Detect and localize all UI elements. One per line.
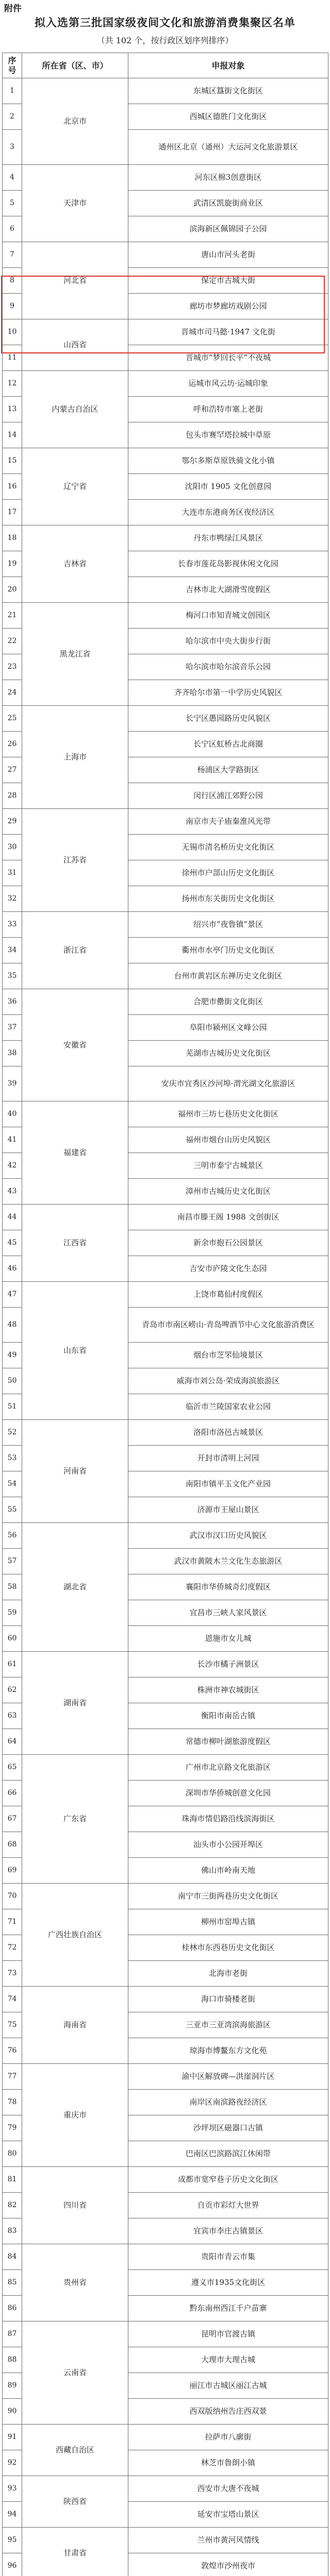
table-row	[3, 2064, 328, 2090]
target-cell: 徐州市户部山历史文化街区	[128, 860, 328, 886]
table-row	[3, 603, 328, 629]
target-cell: 临沂市兰陵国家农业公园	[128, 1394, 328, 1420]
row-number: 8	[3, 268, 22, 294]
row-number: 91	[3, 2425, 22, 2450]
row-number: 61	[3, 1652, 22, 1677]
target-cell: 自贡市彩灯大世界	[128, 2193, 328, 2218]
row-number: 83	[3, 2218, 22, 2244]
target-cell: 北海市老街	[128, 1961, 328, 1987]
region-cell: 湖北省	[22, 1523, 128, 1652]
table-row	[3, 706, 328, 732]
table-row	[3, 1282, 328, 1308]
row-number: 78	[3, 2090, 22, 2115]
row-number: 27	[3, 757, 22, 783]
region-cell: 广西壮族自治区	[22, 1884, 128, 1987]
row-number: 59	[3, 1600, 22, 1626]
row-number: 31	[3, 860, 22, 886]
region-cell: 辽宁省	[22, 448, 128, 526]
table-row	[3, 1205, 328, 1230]
row-number: 45	[3, 1230, 22, 1256]
cluster-list-table	[2, 53, 328, 2576]
row-number: 37	[3, 1015, 22, 1041]
target-cell: 南宁市三街两巷历史文化街区	[128, 1884, 328, 1909]
target-cell: 贵阳市青云市集	[128, 2244, 328, 2270]
table-row	[3, 1884, 328, 1909]
target-cell: 武汉市汉口历史风貌区	[128, 1523, 328, 1549]
row-number: 7	[3, 242, 22, 268]
target-cell: 廊坊市梦廊坊戏剧公园	[128, 294, 328, 319]
table-header-row	[3, 53, 328, 78]
target-cell: 滨海新区佩锦园子公园	[128, 216, 328, 242]
target-cell: 南岸区南滨路夜经济区	[128, 2090, 328, 2115]
target-cell: 大连市东港商务区夜经济区	[128, 500, 328, 526]
region-cell: 贵州省	[22, 2244, 128, 2321]
row-number: 19	[3, 551, 22, 577]
row-number: 12	[3, 371, 22, 397]
target-cell: 南阳市镇平玉文化产业园	[128, 1471, 328, 1497]
target-cell: 青岛市市南区崂山·青岛啤酒节中心文化旅游消费区	[128, 1308, 328, 1343]
row-number: 10	[3, 319, 22, 345]
target-cell: 通州区北京（通州）大运河文化旅游景区	[128, 130, 328, 165]
target-cell: 保定市古城大街	[128, 268, 328, 294]
row-number: 73	[3, 1961, 22, 1987]
target-cell: 安庆市宜秀区沙河埠·渭光湖文化旅游区	[128, 1066, 328, 1101]
row-number: 32	[3, 886, 22, 912]
row-number: 89	[3, 2373, 22, 2399]
region-cell: 甘肃省	[22, 2528, 128, 2576]
row-number: 16	[3, 474, 22, 500]
target-cell: 洛阳市洛邑古城景区	[128, 1420, 328, 1446]
table-body	[3, 78, 328, 2576]
region-cell: 天津市	[22, 165, 128, 242]
target-cell: 梅河口市知青城文创园区	[128, 603, 328, 629]
row-number: 22	[3, 629, 22, 654]
table-row	[3, 2244, 328, 2270]
target-cell: 丽江市古城区丽江古城	[128, 2373, 328, 2399]
region-cell: 湖南省	[22, 1652, 128, 1755]
table-row	[3, 1987, 328, 2012]
target-cell: 唐山市河头老街	[128, 242, 328, 268]
row-number: 82	[3, 2193, 22, 2218]
target-cell: 琼海市博鳌东方文化苑	[128, 2038, 328, 2064]
target-cell: 海口市骑楼老街	[128, 1987, 328, 2012]
row-number: 85	[3, 2270, 22, 2296]
row-number: 52	[3, 1420, 22, 1446]
row-number: 43	[3, 1179, 22, 1205]
row-number: 68	[3, 1832, 22, 1858]
table-row	[3, 371, 328, 397]
row-number: 1	[3, 78, 22, 104]
row-number: 86	[3, 2296, 22, 2321]
target-cell: 拉萨市八廓街	[128, 2425, 328, 2450]
region-cell: 北京市	[22, 78, 128, 165]
row-number: 72	[3, 1935, 22, 1961]
region-cell: 江苏省	[22, 809, 128, 912]
target-cell: 威海市刘公岛·荣成海滨旅游区	[128, 1368, 328, 1394]
row-number: 94	[3, 2502, 22, 2528]
row-number: 96	[3, 2553, 22, 2576]
row-number: 11	[3, 345, 22, 371]
target-cell: 沈阳市 1905 文化创意园	[128, 474, 328, 500]
target-cell: 烟台市芝罘仙境景区	[128, 1343, 328, 1368]
target-cell: 晋城市“梦回长平”不夜城	[128, 345, 328, 371]
row-number: 88	[3, 2347, 22, 2373]
row-number: 65	[3, 1755, 22, 1781]
target-cell: 常德市柳叶湖旅游度假区	[128, 1729, 328, 1755]
row-number: 20	[3, 577, 22, 603]
target-cell: 运城市风云坊·运城印象	[128, 371, 328, 397]
page-subtitle: （共 102 个，按行政区划序列排序）	[96, 36, 234, 45]
target-cell: 包头市赛罕塔拉城中草原	[128, 422, 328, 448]
row-number: 9	[3, 294, 22, 319]
column-header-num: 序号	[3, 53, 22, 78]
row-number: 47	[3, 1282, 22, 1308]
target-cell: 哈尔滨市中央大街步行街	[128, 629, 328, 654]
row-number: 58	[3, 1574, 22, 1600]
target-cell: 长沙市橘子洲景区	[128, 1652, 328, 1677]
target-cell: 丹东市鸭绿江风景区	[128, 526, 328, 551]
row-number: 35	[3, 963, 22, 989]
target-cell: 晋城市司马懿·1947 文化街	[128, 319, 328, 345]
row-number: 50	[3, 1368, 22, 1394]
target-cell: 绍兴市“夜鲁镇”景区	[128, 912, 328, 938]
row-number: 42	[3, 1153, 22, 1179]
target-cell: 三亚市三亚湾滨海旅游区	[128, 2012, 328, 2038]
region-cell: 上海市	[22, 706, 128, 809]
target-cell: 长春市莲花岛影视休闲文化园	[128, 551, 328, 577]
page-title: 拟入选第三批国家级夜间文化和旅游消费集聚区名单	[35, 16, 295, 29]
region-cell: 云南省	[22, 2321, 128, 2425]
target-cell: 漳州市古城历史文化街区	[128, 1179, 328, 1205]
table-row	[3, 2425, 328, 2450]
row-number: 90	[3, 2399, 22, 2425]
row-number: 40	[3, 1101, 22, 1127]
row-number: 39	[3, 1066, 22, 1101]
row-number: 3	[3, 130, 22, 165]
target-cell: 大理市大理古城	[128, 2347, 328, 2373]
target-cell: 吉林市北大湖滑雪度假区	[128, 577, 328, 603]
row-number: 79	[3, 2115, 22, 2141]
region-cell: 广东省	[22, 1755, 128, 1884]
target-cell: 无锡市清名桥历史文化街区	[128, 835, 328, 860]
target-cell: 新余市抱石公园景区	[128, 1230, 328, 1256]
target-cell: 渝中区解放碑—洪崖洞片区	[128, 2064, 328, 2090]
target-cell: 合肥市罍街文化街区	[128, 989, 328, 1015]
row-number: 44	[3, 1205, 22, 1230]
target-cell: 昆明市官渡古镇	[128, 2321, 328, 2347]
region-cell: 陕西省	[22, 2476, 128, 2528]
row-number: 17	[3, 500, 22, 526]
row-number: 81	[3, 2167, 22, 2193]
region-cell: 重庆市	[22, 2064, 128, 2167]
region-cell: 山东省	[22, 1282, 128, 1420]
table-row	[3, 319, 328, 345]
row-number: 77	[3, 2064, 22, 2090]
row-number: 13	[3, 397, 22, 422]
row-number: 69	[3, 1858, 22, 1884]
table-row	[3, 1755, 328, 1781]
target-cell: 兰州市黄河风情线	[128, 2528, 328, 2553]
target-cell: 长宁区愚园路历史风貌区	[128, 706, 328, 732]
target-cell: 三明市泰宁古城景区	[128, 1153, 328, 1179]
target-cell: 济源市王屋山景区	[128, 1497, 328, 1523]
target-cell: 巴南区巴滨路滨江休闲带	[128, 2141, 328, 2167]
row-number: 29	[3, 809, 22, 835]
table-row	[3, 912, 328, 938]
row-number: 51	[3, 1394, 22, 1420]
row-number: 14	[3, 422, 22, 448]
target-cell: 佛山市岭南天地	[128, 1858, 328, 1884]
row-number: 48	[3, 1308, 22, 1343]
row-number: 26	[3, 732, 22, 757]
target-cell: 遵义市1935文化街区	[128, 2270, 328, 2296]
target-cell: 襄阳市华侨城奇幻度假区	[128, 1574, 328, 1600]
target-cell: 吉安市庐陵文化生态园	[128, 1256, 328, 1282]
target-cell: 成都市宽窄巷子历史文化街区	[128, 2167, 328, 2193]
region-cell: 黑龙江省	[22, 603, 128, 706]
row-number: 41	[3, 1127, 22, 1153]
region-cell: 山西省	[22, 319, 128, 371]
row-number: 63	[3, 1703, 22, 1729]
target-cell: 恩施市女儿城	[128, 1626, 328, 1652]
row-number: 70	[3, 1884, 22, 1909]
region-cell: 浙江省	[22, 912, 128, 989]
target-cell: 齐齐哈尔市第一中学历史风貌区	[128, 680, 328, 706]
row-number: 80	[3, 2141, 22, 2167]
column-header-region: 所在省（区、市）	[22, 53, 128, 78]
row-number: 5	[3, 191, 22, 216]
region-cell: 内蒙古自治区	[22, 371, 128, 448]
region-cell: 江西省	[22, 1205, 128, 1282]
row-number: 54	[3, 1471, 22, 1497]
target-cell: 宜昌市三峡人家风景区	[128, 1600, 328, 1626]
target-cell: 黔东南州西江千户苗寨	[128, 2296, 328, 2321]
row-number: 71	[3, 1909, 22, 1935]
row-number: 76	[3, 2038, 22, 2064]
target-cell: 南昌市滕王阁 1988 文创街区	[128, 1205, 328, 1230]
target-cell: 广州市北京路文化旅游区	[128, 1755, 328, 1781]
row-number: 36	[3, 989, 22, 1015]
row-number: 23	[3, 654, 22, 680]
row-number: 64	[3, 1729, 22, 1755]
table-row	[3, 1101, 328, 1127]
row-number: 34	[3, 938, 22, 963]
target-cell: 柳州市窑埠古镇	[128, 1909, 328, 1935]
region-cell: 河南省	[22, 1420, 128, 1523]
attachment-label: 附件	[4, 4, 22, 14]
target-cell: 上饶市葛仙村度假区	[128, 1282, 328, 1308]
table-row	[3, 2528, 328, 2553]
row-number: 49	[3, 1343, 22, 1368]
target-cell: 武汉市黄陂木兰文化生态旅游区	[128, 1549, 328, 1574]
table-row	[3, 1652, 328, 1677]
row-number: 4	[3, 165, 22, 191]
row-number: 46	[3, 1256, 22, 1282]
target-cell: 深圳市华侨城创意文化园	[128, 1781, 328, 1806]
table-row	[3, 809, 328, 835]
target-cell: 敦煌市沙州夜市	[128, 2553, 328, 2576]
region-cell: 福建省	[22, 1101, 128, 1205]
row-number: 66	[3, 1781, 22, 1806]
row-number: 33	[3, 912, 22, 938]
row-number: 75	[3, 2012, 22, 2038]
target-cell: 桂林市东西巷历史文化街区	[128, 1935, 328, 1961]
target-cell: 珠海市情侣路沿线滨海街区	[128, 1806, 328, 1832]
row-number: 95	[3, 2528, 22, 2553]
table-row	[3, 1523, 328, 1549]
target-cell: 河东区棉3创意街区	[128, 165, 328, 191]
target-cell: 台州市黄岩区东禅历史文化街区	[128, 963, 328, 989]
target-cell: 哈尔滨市哈尔滨音乐公园	[128, 654, 328, 680]
target-cell: 林芝市鲁朗小镇	[128, 2450, 328, 2476]
target-cell: 株洲市神农城街区	[128, 1677, 328, 1703]
target-cell: 西安市大唐不夜城	[128, 2476, 328, 2502]
target-cell: 武清区凯旋街商业区	[128, 191, 328, 216]
row-number: 21	[3, 603, 22, 629]
row-number: 92	[3, 2450, 22, 2476]
table-row	[3, 1420, 328, 1446]
target-cell: 汕头市小公园开埠区	[128, 1832, 328, 1858]
target-cell: 福州市烟台山历史风貌区	[128, 1127, 328, 1153]
row-number: 67	[3, 1806, 22, 1832]
region-cell: 西藏自治区	[22, 2425, 128, 2476]
row-number: 2	[3, 104, 22, 130]
target-cell: 扬州市东关街历史文化街区	[128, 886, 328, 912]
table-row	[3, 2321, 328, 2347]
table-row	[3, 2476, 328, 2502]
row-number: 24	[3, 680, 22, 706]
target-cell: 长宁区虹桥古北商圈	[128, 732, 328, 757]
target-cell: 衡阳市南岳古镇	[128, 1703, 328, 1729]
target-cell: 西双版纳州告庄西双景	[128, 2399, 328, 2425]
target-cell: 宜宾市李庄古镇景区	[128, 2218, 328, 2244]
row-number: 53	[3, 1446, 22, 1471]
target-cell: 阜阳市颍州区文峰公园	[128, 1015, 328, 1041]
row-number: 87	[3, 2321, 22, 2347]
row-number: 93	[3, 2476, 22, 2502]
target-cell: 衢州市水亭门历史文化街区	[128, 938, 328, 963]
table-row	[3, 242, 328, 268]
row-number: 6	[3, 216, 22, 242]
row-number: 38	[3, 1041, 22, 1066]
target-cell: 福州市三坊七巷历史文化街区	[128, 1101, 328, 1127]
target-cell: 西城区德胜门文化街区	[128, 104, 328, 130]
row-number: 30	[3, 835, 22, 860]
target-cell: 南京市夫子庙秦淮风光带	[128, 809, 328, 835]
table-row	[3, 448, 328, 474]
row-number: 18	[3, 526, 22, 551]
row-number: 56	[3, 1523, 22, 1549]
target-cell: 闵行区浦江郊野公园	[128, 783, 328, 809]
target-cell: 鄂尔多斯草原铁骑文化小镇	[128, 448, 328, 474]
row-number: 55	[3, 1497, 22, 1523]
row-number: 74	[3, 1987, 22, 2012]
table-row	[3, 165, 328, 191]
target-cell: 杨浦区大学路街区	[128, 757, 328, 783]
row-number: 60	[3, 1626, 22, 1652]
row-number: 28	[3, 783, 22, 809]
region-cell: 四川省	[22, 2167, 128, 2244]
table-row	[3, 989, 328, 1015]
target-cell: 开封市清明上河园	[128, 1446, 328, 1471]
table-row	[3, 2167, 328, 2193]
table-row	[3, 526, 328, 551]
target-cell: 东城区簋街文化街区	[128, 78, 328, 104]
row-number: 84	[3, 2244, 22, 2270]
target-cell: 呼和浩特市塞上老街	[128, 397, 328, 422]
region-cell: 河北省	[22, 242, 128, 319]
row-number: 15	[3, 448, 22, 474]
row-number: 57	[3, 1549, 22, 1574]
target-cell: 芜湖市古城历史文化街区	[128, 1041, 328, 1066]
region-cell: 吉林省	[22, 526, 128, 603]
target-cell: 沙坪坝区磁器口古镇	[128, 2115, 328, 2141]
column-header-target: 申报对象	[128, 53, 328, 78]
table-row	[3, 78, 328, 104]
target-cell: 延安市宝塔山景区	[128, 2502, 328, 2528]
region-cell: 安徽省	[22, 989, 128, 1101]
row-number: 62	[3, 1677, 22, 1703]
row-number: 25	[3, 706, 22, 732]
region-cell: 海南省	[22, 1987, 128, 2064]
